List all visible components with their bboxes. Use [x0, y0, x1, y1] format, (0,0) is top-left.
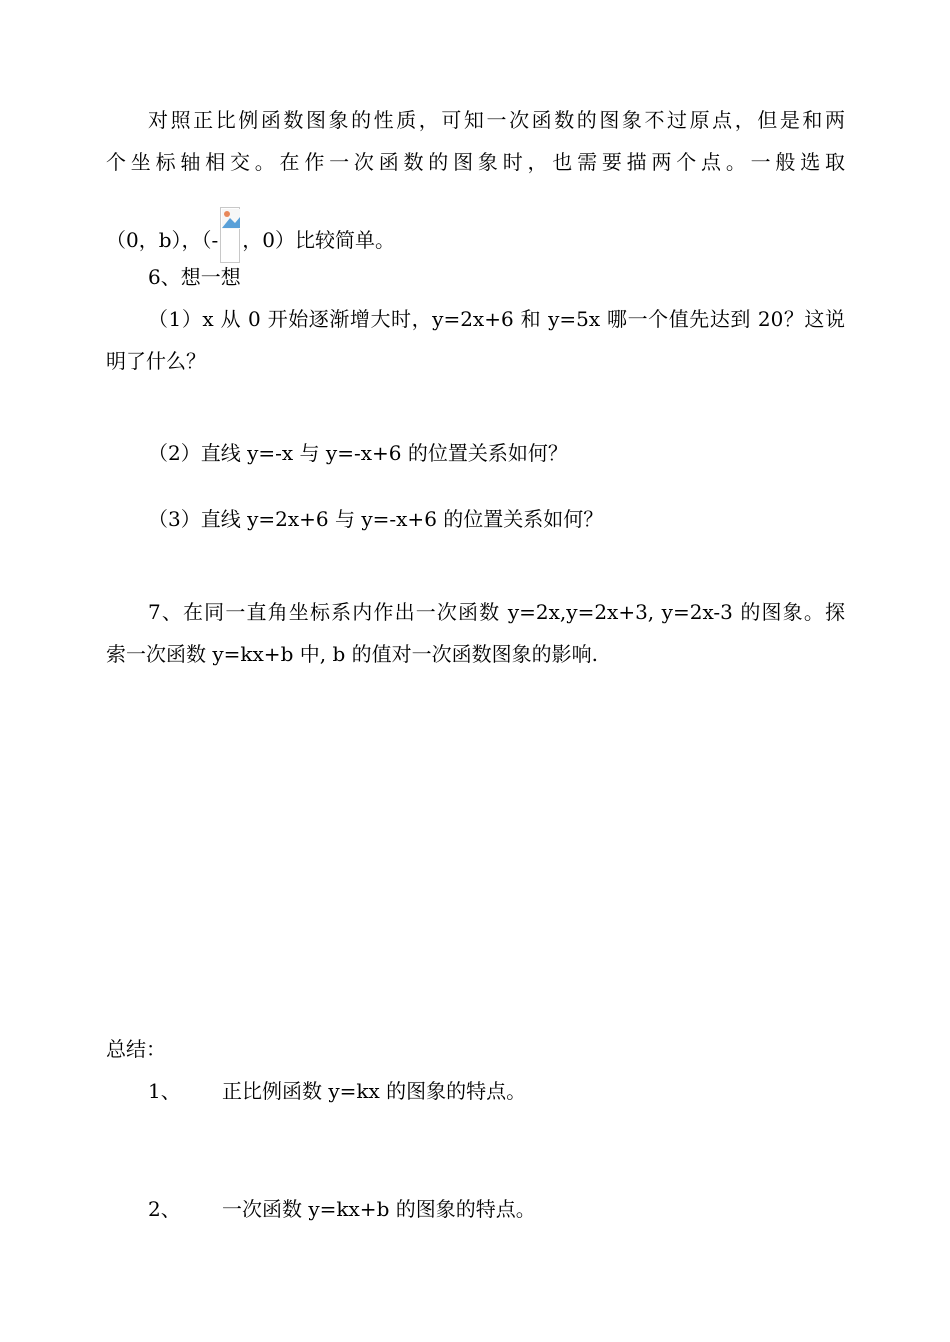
question-line: （2）直线 y=-x 与 y=-x+6 的位置关系如何？ [148, 441, 568, 465]
paragraph-text: ，0）比较简单。 [242, 228, 396, 252]
paragraph-text: （0，b），（- [106, 228, 219, 252]
paragraph-line: 索一次函数 y=kx+b 中, b 的值对一次函数图象的影响. [106, 642, 598, 666]
list-item-number: 1、 [148, 1079, 181, 1103]
section-title: 6、想一想 [148, 265, 241, 289]
question-line: （1）x 从 0 开始逐渐增大时，y=2x+6 和 y=5x 哪一个值先达到 20？这说 [148, 307, 845, 331]
question-line: 明了什么？ [106, 349, 206, 373]
broken-image-icon [220, 207, 240, 263]
summary-heading: 总结： [106, 1037, 166, 1061]
paragraph-line: 个坐标轴相交。在作一次函数的图象时，也需要描两个点。一般选取 [106, 150, 845, 174]
paragraph-line: 对照正比例函数图象的性质，可知一次函数的图象不过原点，但是和两 [148, 108, 845, 132]
paragraph-line: 7、在同一直角坐标系内作出一次函数 y=2x,y=2x+3, y=2x-3 的图象。探 [148, 600, 845, 624]
list-item-text: 正比例函数 y=kx 的图象的特点。 [222, 1079, 527, 1103]
list-item-number: 2、 [148, 1197, 181, 1221]
question-line: （3）直线 y=2x+6 与 y=-x+6 的位置关系如何？ [148, 507, 604, 531]
list-item-text: 一次函数 y=kx+b 的图象的特点。 [222, 1197, 536, 1221]
paragraph-line [106, 207, 395, 263]
